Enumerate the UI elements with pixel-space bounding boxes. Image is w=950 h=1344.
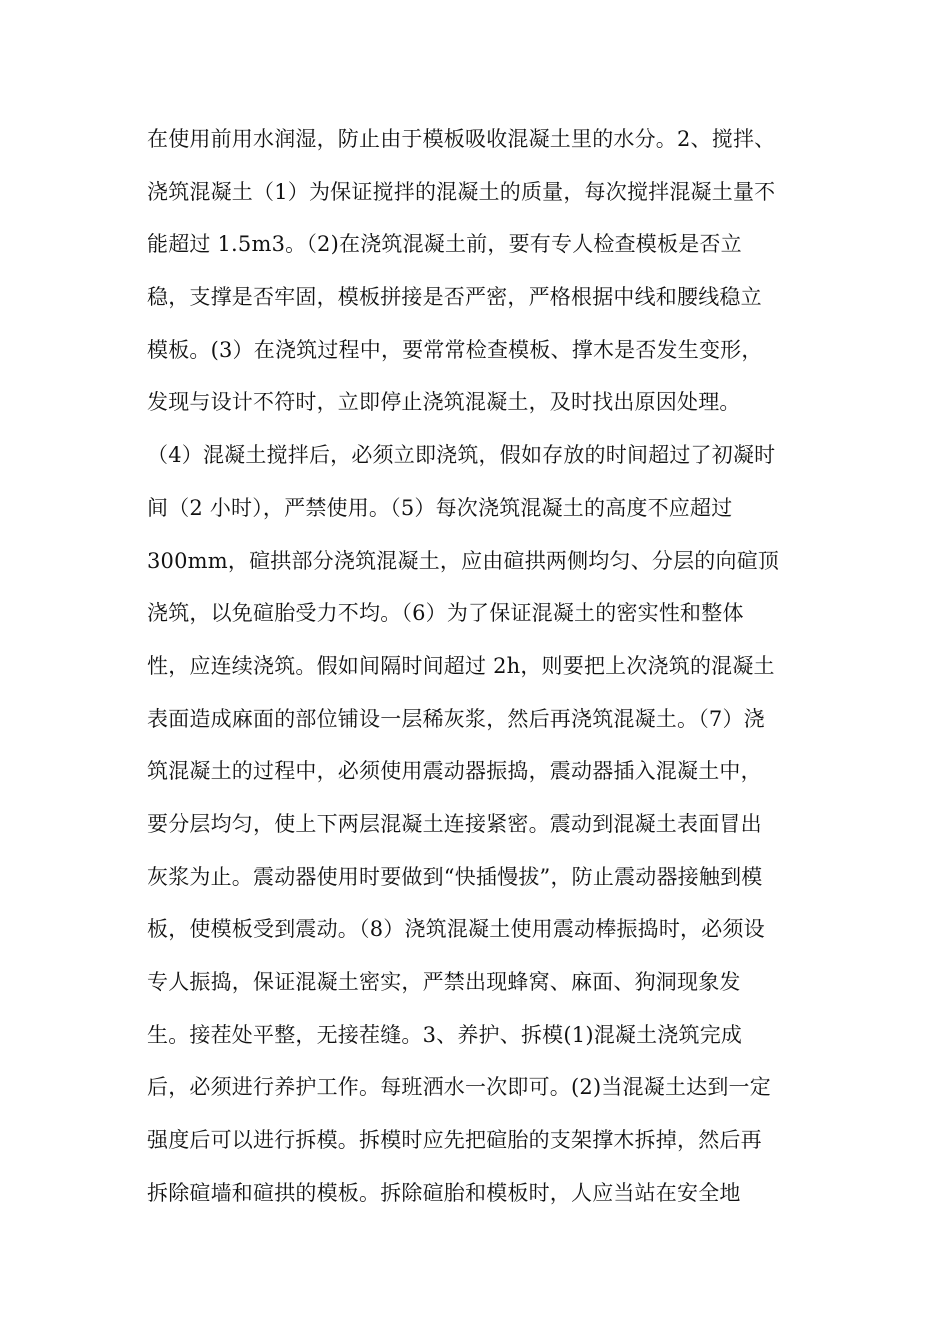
text-line-4: 稳，支撑是否牢固，模板拼接是否严密，严格根据中线和腰线稳立 bbox=[147, 285, 762, 310]
text-line-9: 300mm，碹拱部分浇筑混凝土，应由碹拱两侧均匀、分层的向碹顶 bbox=[147, 548, 780, 573]
text-line-19: 后，必须进行养护工作。每班洒水一次即可。(2)当混凝土达到一定 bbox=[147, 1075, 771, 1100]
text-line-17: 专人振捣，保证混凝土密实，严禁出现蜂窝、麻面、狗洞现象发 bbox=[147, 970, 741, 994]
text-line-5: 模板。(3）在浇筑过程中，要常常检查模板、撑木是否发生变形， bbox=[147, 337, 763, 362]
text-line-12: 表面造成麻面的部位铺设一层稀灰浆，然后再浇筑混凝土。（7）浇 bbox=[147, 706, 765, 731]
text-line-13: 筑混凝土的过程中，必须使用震动器振捣，震动器插入混凝土中， bbox=[147, 759, 762, 784]
body-text bbox=[147, 113, 827, 1219]
text-line-8: 间（2 小时），严禁使用。（5）每次浇筑混凝土的高度不应超过 bbox=[147, 495, 733, 520]
text-line-11: 性，应连续浇筑。假如间隔时间超过 2h，则要把上次浇筑的混凝土 bbox=[147, 653, 775, 678]
text-line-18: 生。接茬处平整，无接茬缝。3、养护、拆模(1)混凝土浇筑完成 bbox=[147, 1022, 743, 1047]
text-line-10: 浇筑，以免碹胎受力不均。（6）为了保证混凝土的密实性和整体 bbox=[147, 601, 744, 626]
text-line-7: （4）混凝土搅拌后，必须立即浇筑，假如存放的时间超过了初凝时 bbox=[147, 443, 776, 468]
text-line-6: 发现与设计不符时，立即停止浇筑混凝土，及时找出原因处理。 bbox=[147, 390, 741, 415]
text-line-14: 要分层均匀，使上下两层混凝土连接紧密。震动到混凝土表面冒出 bbox=[147, 811, 762, 836]
text-line-3: 能超过 1.5m3。（2)在浇筑混凝土前，要有专人检查模板是否立 bbox=[147, 232, 742, 257]
text-line-21: 拆除碹墙和碹拱的模板。拆除碹胎和模板时，人应当站在安全地 bbox=[147, 1180, 741, 1205]
text-line-15: 灰浆为止。震动器使用时要做到“快插慢拔”，防止震动器接触到模 bbox=[147, 864, 763, 889]
text-line-1: 在使用前用水润湿，防止由于模板吸收混凝土里的水分。2、搅拌、 bbox=[147, 127, 776, 151]
text-line-2: 浇筑混凝土（1）为保证搅拌的混凝土的质量，每次搅拌混凝土量不 bbox=[147, 179, 776, 204]
text-line-20: 强度后可以进行拆模。拆模时应先把碹胎的支架撑木拆掉，然后再 bbox=[147, 1128, 762, 1153]
text-line-16: 板，使模板受到震动。（8）浇筑混凝土使用震动棒振捣时，必须设 bbox=[147, 917, 765, 942]
